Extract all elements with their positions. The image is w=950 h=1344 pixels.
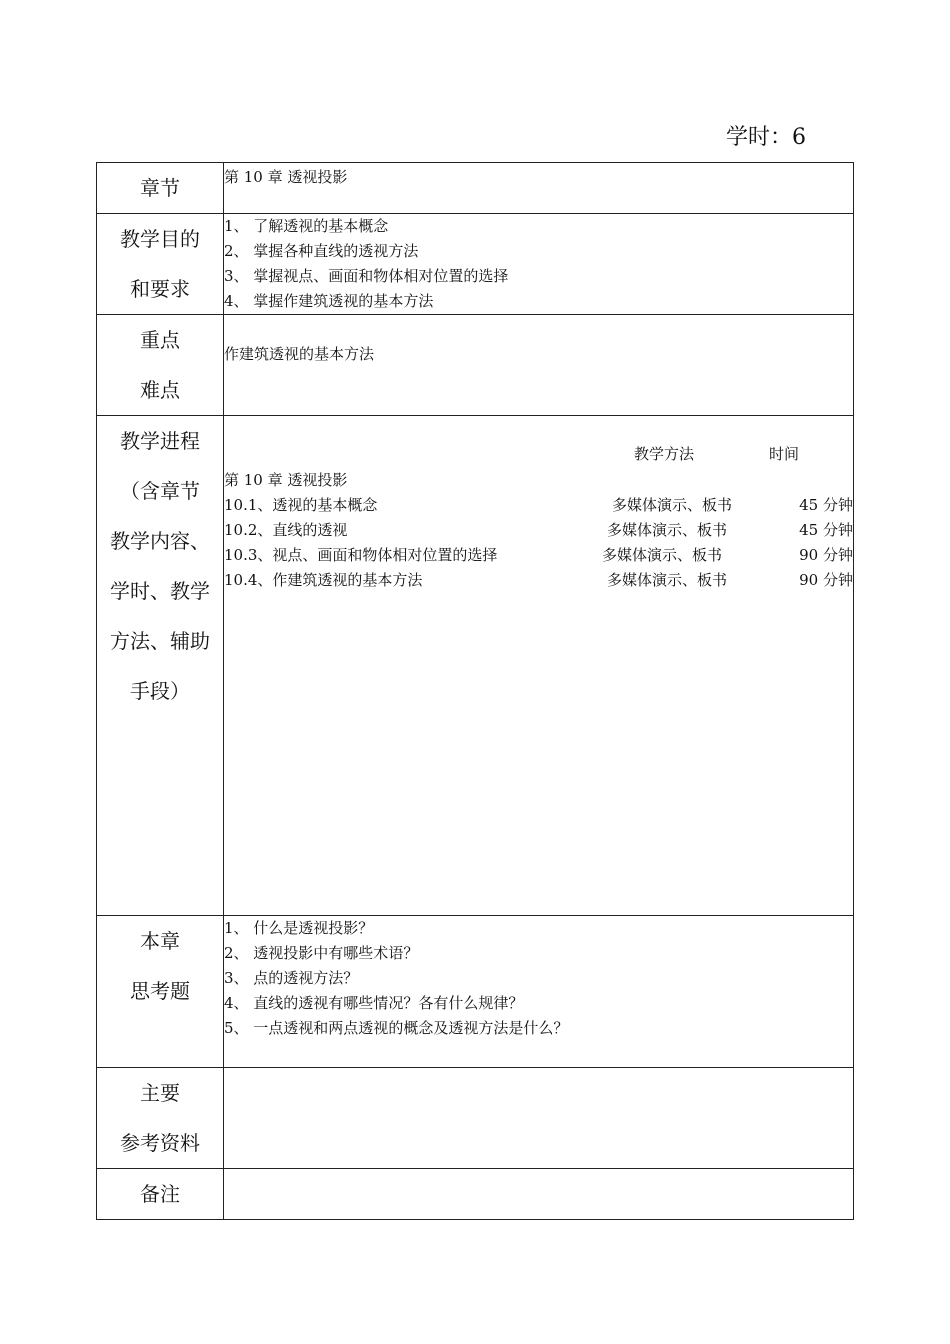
class-hours: 学时：6 [726, 125, 806, 150]
row-progress [97, 416, 854, 916]
progress-topic: 10.1、透视的基本概念 [224, 496, 378, 514]
label-goals: 教学目的 和要求 [97, 214, 224, 315]
progress-time: 90 分钟 [799, 571, 853, 589]
goal-item: 2、 掌握各种直线的透视方法 [224, 242, 419, 260]
label-questions: 本章 思考题 [97, 916, 224, 1068]
goal-item: 4、 掌握作建筑透视的基本方法 [224, 292, 434, 310]
header-method: 教学方法 [634, 445, 695, 463]
row-key-points [97, 315, 854, 416]
progress-item [224, 493, 853, 518]
label-progress: 教学进程 （含章节 教学内容、 学时、教学 方法、辅助 手段） [97, 416, 224, 916]
row-notes [97, 1169, 854, 1220]
question-item: 3、 点的透视方法？ [224, 969, 359, 987]
goal-item: 1、 了解透视的基本概念 [224, 217, 389, 235]
key-points-content [224, 315, 854, 416]
header-time: 时间 [769, 445, 800, 463]
references-content [224, 1068, 854, 1169]
notes-content [224, 1169, 854, 1220]
lesson-plan-table [96, 162, 854, 1220]
chapter-text: 第 10 章 透视投影 [224, 168, 348, 186]
chapter-content [224, 163, 854, 214]
progress-item [224, 543, 853, 568]
progress-method: 多媒体演示、板书 [607, 571, 728, 589]
label-key-points: 重点 难点 [97, 315, 224, 416]
key-points-text: 作建筑透视的基本方法 [224, 345, 375, 363]
progress-topic: 10.4、作建筑透视的基本方法 [224, 571, 423, 589]
progress-item [224, 568, 853, 593]
progress-topic: 10.2、直线的透视 [224, 521, 348, 539]
label-references: 主要 参考资料 [97, 1068, 224, 1169]
row-goals [97, 214, 854, 315]
goals-content [224, 214, 854, 315]
progress-item [224, 518, 853, 543]
progress-header [224, 443, 853, 468]
label-notes: 备注 [97, 1169, 224, 1220]
questions-content [224, 916, 854, 1068]
row-chapter [97, 163, 854, 214]
row-references [97, 1068, 854, 1169]
question-item: 1、 什么是透视投影？ [224, 919, 374, 937]
question-item: 4、 直线的透视有哪些情况？各有什么规律？ [224, 994, 524, 1012]
question-item: 5、 一点透视和两点透视的概念及透视方法是什么？ [224, 1019, 569, 1037]
row-questions [97, 916, 854, 1068]
progress-time: 45 分钟 [799, 521, 853, 539]
progress-topic: 10.3、视点、画面和物体相对位置的选择 [224, 546, 498, 564]
progress-method: 多媒体演示、板书 [612, 496, 733, 514]
progress-time: 90 分钟 [799, 546, 853, 564]
question-item: 2、 透视投影中有哪些术语？ [224, 944, 419, 962]
label-chapter: 章节 [97, 163, 224, 214]
progress-method: 多媒体演示、板书 [607, 521, 728, 539]
progress-time: 45 分钟 [799, 496, 853, 514]
progress-content [224, 416, 854, 916]
goal-item: 3、 掌握视点、画面和物体相对位置的选择 [224, 267, 509, 285]
progress-chapter-title: 第 10 章 透视投影 [224, 471, 348, 489]
progress-method: 多媒体演示、板书 [602, 546, 723, 564]
